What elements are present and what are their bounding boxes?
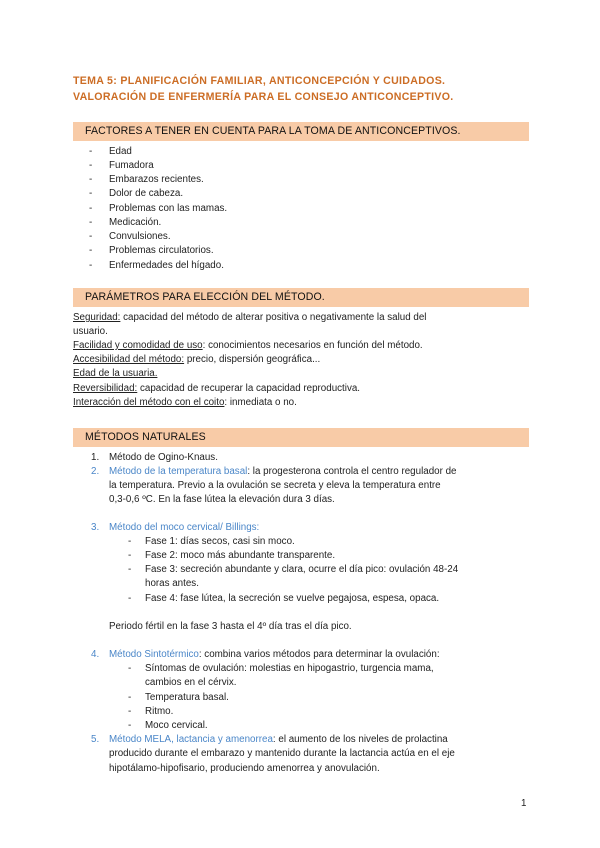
list-item: Enfermedades del hígado. bbox=[109, 260, 224, 271]
list-item: Fase 4: fase lútea, la secreción se vuelve pegajosa, espesa, opaca. bbox=[145, 593, 440, 604]
list-item: Embarazos recientes. bbox=[109, 174, 204, 185]
list-item: Ritmo. bbox=[145, 706, 174, 717]
title-line-1: TEMA 5: PLANIFICACIÓN FAMILIAR, ANTICONCEPCIÓN Y CUIDADOS. bbox=[73, 75, 446, 87]
section-factores-heading: FACTORES A TENER EN CUENTA PARA LA TOMA DE ANTICONCEPTIVOS. bbox=[73, 122, 529, 141]
list-item: Fase 2: moco más abundante transparente. bbox=[145, 550, 336, 561]
metodo-temperatura-basal: Método de la temperatura basal: la progesterona controla el centro regulador de bbox=[109, 466, 457, 477]
metodo-ogino: Método de Ogino-Knaus. bbox=[109, 452, 218, 463]
periodo-fertil-note: Periodo fértil en la fase 3 hasta el 4º día tras el día pico. bbox=[109, 621, 352, 632]
list-item: Problemas circulatorios. bbox=[109, 245, 214, 256]
metodo-mela: Método MELA, lactancia y amenorrea: el aumento de los niveles de prolactina bbox=[109, 734, 448, 745]
param-interaccion: Interacción del método con el coito: inmediata o no. bbox=[73, 397, 297, 408]
section-parametros-heading: PARÁMETROS PARA ELECCIÓN DEL MÉTODO. bbox=[73, 288, 529, 307]
param-seguridad: Seguridad: capacidad del método de alterar positiva o negativamente la salud del bbox=[73, 312, 427, 323]
document-page: TEMA 5: PLANIFICACIÓN FAMILIAR, ANTICONCEPCIÓN Y CUIDADOS. VALORACIÓN DE ENFERMERÍA PARA EL CONSEJO ANTICONCEPTIVO. FACTORES A TENER EN CUENTA PARA LA TOMA DE ANTICONCEPTIVOS. - Edad - Fumadora - Embarazos recientes. - Dolor de cabeza. - Problemas con las mamas. - Medicación. - Convulsiones. - Problemas circulatorios. - Enfermedades del hígado. PARÁMETROS PARA ELECCIÓN DEL MÉTODO. Seguridad: capacidad del método de alterar positiva o negativamente la salud del usuario. Facilidad y comodidad de uso: conocimientos necesarios en función del método. Accesibilidad del método: precio, dispersión geográfica... Edad de la usuaria. Reversibilidad: capacidad de recuperar la capacidad reproductiva. Interacción del método con el coito: inmediata o no. MÉTODOS NATURALES 1. Método de Ogino-Knaus. 2. Método de la temperatura basal: la progesterona controla el centro regulador de la temperatura. Previo a la ovulación se secreta y eleva la temperatura entre 0,3-0,6 ºC. En la fase lútea la elevación dura 3 días. 3. Método del moco cervical/ Billings: - Fase 1: días secos, casi sin moco. - Fase 2: moco más abundante transparente. - Fase 3: secreción abundante y clara, ocurre el día pico: ovulación 48-24 horas antes. - Fase 4: fase lútea, la secreción se vuelve pegajosa, espesa, opaca. Periodo fértil en la fase 3 hasta el 4º día tras el día pico. 4. Método Sintotérmico: combina varios métodos para determinar la ovulación: - Síntomas de ovulación: molestias en hipogastrio, turgencia mama, cambios en el cérvix. - Temperatura basal. - Ritmo. - Moco cervical. 5. Método MELA, lactancia y amenorrea: el aumento de los niveles de prolactina producido durante el embarazo y mantenido durante la lactancia actúa en el eje hipotálamo-hipofisario, produciendo amenorrea y anovulación. 1 bbox=[0, 0, 600, 848]
list-item: Problemas con las mamas. bbox=[109, 203, 228, 214]
title-line-2: VALORACIÓN DE ENFERMERÍA PARA EL CONSEJO ANTICONCEPTIVO. bbox=[73, 91, 454, 103]
list-item: Temperatura basal. bbox=[145, 692, 229, 703]
param-facilidad: Facilidad y comodidad de uso: conocimientos necesarios en función del método. bbox=[73, 340, 423, 351]
metodo-moco-cervical: Método del moco cervical/ Billings: bbox=[109, 522, 260, 533]
list-item: Medicación. bbox=[109, 217, 162, 228]
page-number: 1 bbox=[521, 798, 527, 809]
page-title bbox=[73, 73, 531, 105]
list-item: Moco cervical. bbox=[145, 720, 208, 731]
list-item: Edad bbox=[109, 146, 132, 157]
list-item: Síntomas de ovulación: molestias en hipogastrio, turgencia mama, bbox=[145, 663, 434, 674]
section-metodos-heading: MÉTODOS NATURALES bbox=[73, 428, 529, 447]
list-item: Convulsiones. bbox=[109, 231, 171, 242]
list-item: Fase 3: secreción abundante y clara, ocurre el día pico: ovulación 48-24 bbox=[145, 564, 459, 575]
param-reversibilidad: Reversibilidad: capacidad de recuperar la capacidad reproductiva. bbox=[73, 383, 361, 394]
param-accesibilidad: Accesibilidad del método: precio, dispersión geográfica... bbox=[73, 354, 321, 365]
list-item: Fumadora bbox=[109, 160, 154, 171]
param-edad: Edad de la usuaria. bbox=[73, 368, 158, 379]
list-item: Fase 1: días secos, casi sin moco. bbox=[145, 536, 295, 547]
metodo-sintotermico: Método Sintotérmico: combina varios métodos para determinar la ovulación: bbox=[109, 649, 440, 660]
list-item: Dolor de cabeza. bbox=[109, 188, 184, 199]
